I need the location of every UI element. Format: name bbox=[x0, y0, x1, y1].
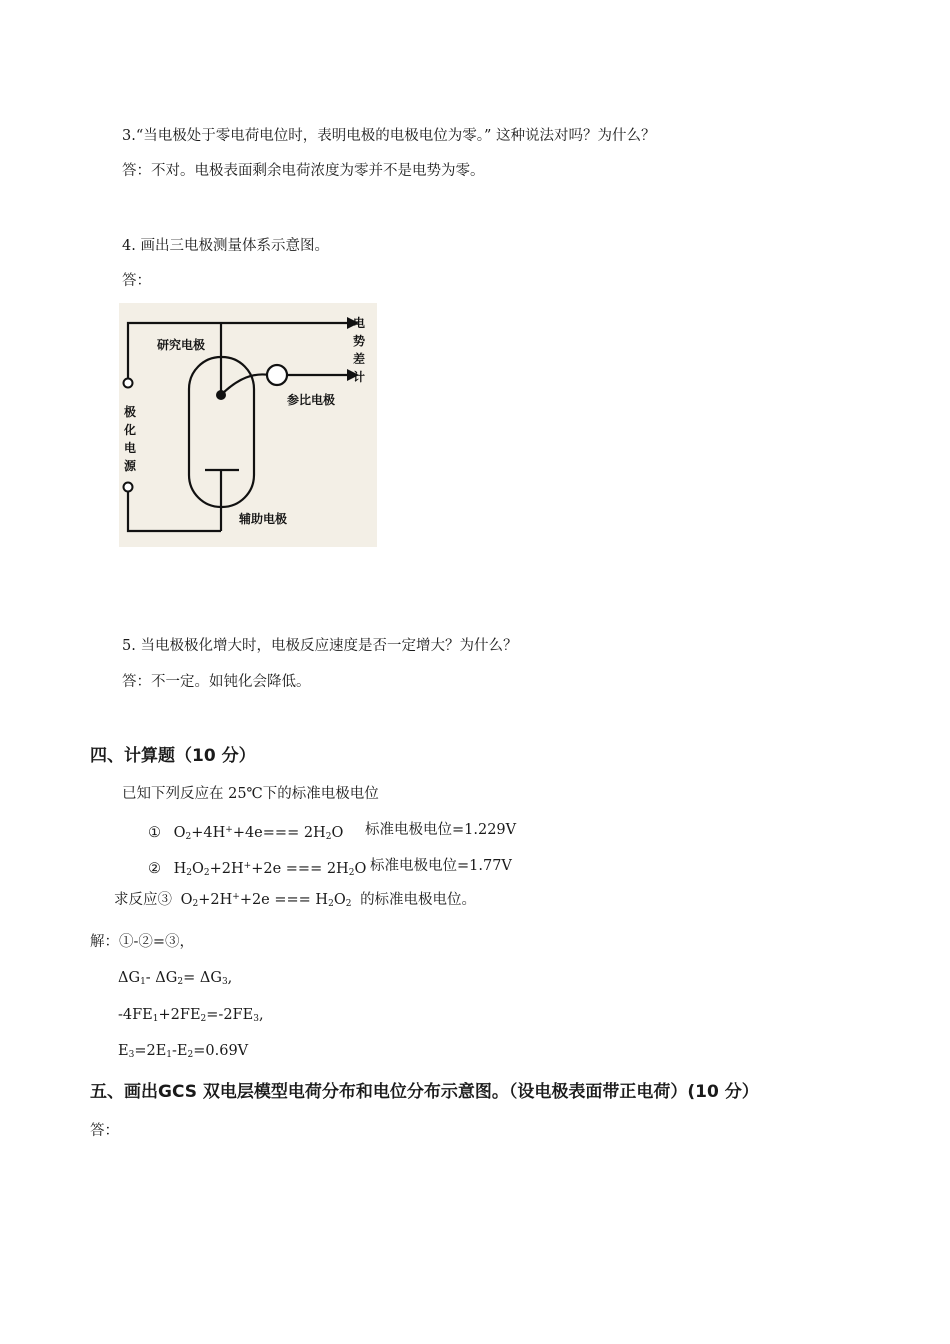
solution-label: 解：①-②=③， bbox=[90, 934, 195, 950]
terminal-top bbox=[124, 379, 133, 388]
q5-question: 5. 当电极极化增大时，电极反应速度是否一定增大？为什么？ bbox=[122, 638, 518, 654]
label-research-electrode: 研究电极 bbox=[157, 338, 206, 352]
label-polarization-char: 电 bbox=[124, 441, 137, 455]
section4-heading: 四、计算题（10 分） bbox=[90, 746, 256, 766]
label-aux-electrode: 辅助电极 bbox=[239, 512, 288, 526]
q4-question: 4. 画出三电极测量体系示意图。 bbox=[122, 238, 329, 254]
research-electrode-dot bbox=[216, 390, 226, 400]
label-potentiometer-char: 势 bbox=[353, 334, 366, 348]
terminal-bottom bbox=[124, 483, 133, 492]
q3-answer: 答：不对。电极表面剩余电荷浓度为零并不是电势为零。 bbox=[122, 163, 485, 179]
section5-heading: 五、画出GCS 双电层模型电荷分布和电位分布示意图。（设电极表面带正电荷）(10 分） bbox=[90, 1082, 759, 1102]
reaction-1-potential: 标准电极电位=1.229V bbox=[365, 822, 517, 838]
label-polarization-char: 极 bbox=[124, 405, 137, 419]
label-potentiometer-char: 计 bbox=[353, 370, 366, 384]
q5-answer: 答：不一定。如钝化会降低。 bbox=[122, 674, 311, 690]
solution-eq1: $\Delta G_1-$ $\Delta G_2= \Delta G_3$, bbox=[118, 970, 233, 987]
reaction-2: ② $H_2O_2+2H^++2e$ === $2H_2O$ bbox=[148, 861, 367, 878]
three-electrode-diagram bbox=[119, 303, 377, 547]
q3-question: 3.“当电极处于零电荷电位时，表明电极的电极电位为零。” 这种说法对吗？为什么？ bbox=[122, 128, 656, 144]
solution-eq2: $-4FE_1+2FE_2=-2FE_3$, bbox=[118, 1007, 264, 1024]
label-polarization-char: 化 bbox=[124, 423, 137, 437]
label-potentiometer-char: 差 bbox=[353, 352, 366, 366]
solution-eq3: $E_3=2E_1-E_2=0.69V$ bbox=[118, 1043, 249, 1060]
label-potentiometer-char: 电 bbox=[353, 316, 366, 330]
reaction-1: ① $O_2+4H^++4e=== 2H_2O$ bbox=[148, 825, 344, 842]
section4-intro: 已知下列反应在 25℃下的标准电极电位 bbox=[122, 786, 379, 802]
section5-answer-label: 答： bbox=[90, 1123, 119, 1139]
reaction-2-potential: 标准电极电位=1.77V bbox=[370, 858, 512, 874]
q4-answer-label: 答： bbox=[122, 273, 151, 289]
label-polarization-char: 源 bbox=[124, 459, 137, 473]
label-reference-electrode: 参比电极 bbox=[287, 393, 336, 407]
reaction-3-question: 求反应③ $O_2+2H^++2e$ === $H_2O_2$ 的标准电极电位。 bbox=[114, 892, 477, 909]
reference-electrode-bulb bbox=[267, 365, 287, 385]
